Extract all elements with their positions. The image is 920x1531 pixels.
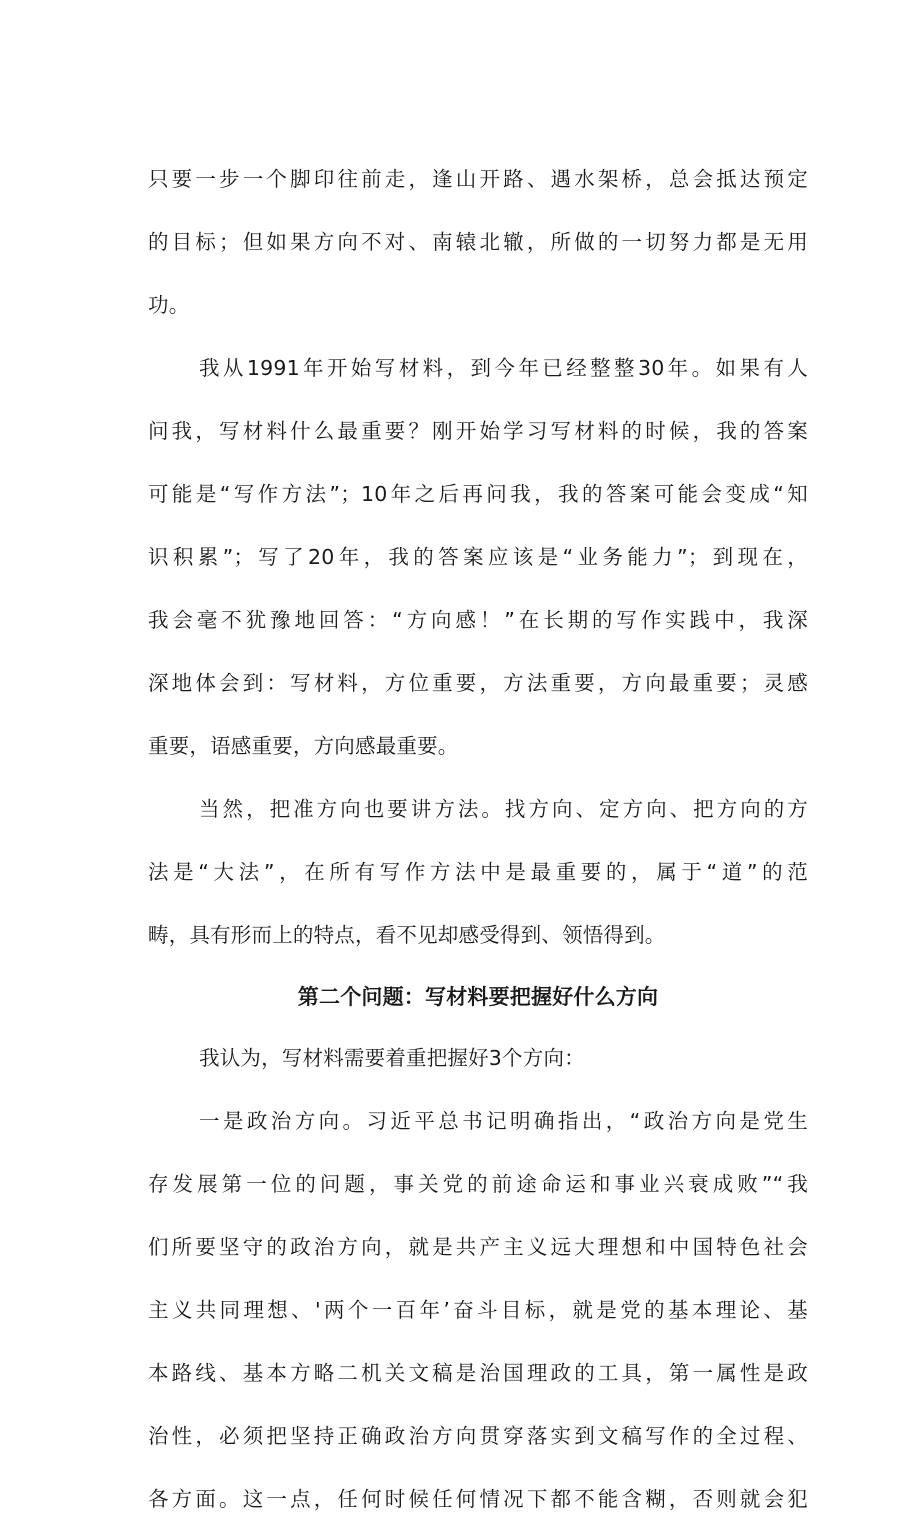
text-line: 的目标；但如果方向不对、南辕北辙，所做的一切努力都是无用: [148, 230, 808, 254]
document-page: [148, 148, 808, 1531]
text-line: 功。: [148, 293, 190, 317]
text-line: 存发展第一位的问题，事关党的前途命运和事业兴衰成败”“我: [148, 1172, 808, 1196]
text-line: 可能是“写作方法”；10年之后再问我，我的答案可能会变成“知: [148, 482, 808, 506]
text-line: 深地体会到：写材料，方位重要，方法重要，方向最重要；灵感: [148, 671, 808, 695]
text-line: 畴，具有形而上的特点，看不见却感受得到、领悟得到。: [148, 923, 666, 947]
text-line: 我认为，写材料需要着重把握好3个方向：: [199, 1046, 585, 1070]
text-line: 本路线、基本方略二机关文稿是治国理政的工具，第一属性是政: [148, 1361, 808, 1385]
text-line: 法是“大法”，在所有写作方法中是最重要的，属于“道”的范: [148, 860, 808, 884]
section-heading: 第二个问题：写材料要把握好什么方向: [297, 985, 659, 1009]
text-line: 我会毫不犹豫地回答：“方向感！”在长期的写作实践中，我深: [148, 608, 808, 632]
text-line: 主义共同理想、'两个一百年’奋斗目标，就是党的基本理论、基: [148, 1298, 808, 1322]
text-line: 各方面。这一点，任何时候任何情况下都不能含糊，否则就会犯: [148, 1487, 808, 1511]
text-line: 一是政治方向。习近平总书记明确指出，“政治方向是党生: [199, 1109, 808, 1133]
text-line: 重要，语感重要，方向感最重要。: [148, 734, 459, 758]
text-line: 识积累”；写了20年，我的答案应该是“业务能力”；到现在，: [148, 545, 808, 569]
text-line: 们所要坚守的政治方向，就是共产主义远大理想和中国特色社会: [148, 1235, 808, 1259]
text-line: 当然，把准方向也要讲方法。找方向、定方向、把方向的方: [199, 797, 808, 821]
text-line: 治性，必须把坚持正确政治方向贯穿落实到文稿写作的全过程、: [148, 1424, 808, 1448]
text-line: 只要一步一个脚印往前走，逢山开路、遇水架桥，总会抵达预定: [148, 167, 808, 191]
text-line: 我从1991年开始写材料，到今年已经整整30年。如果有人: [199, 356, 808, 380]
text-line: 问我，写材料什么最重要？刚开始学习写材料的时候，我的答案: [148, 419, 808, 443]
